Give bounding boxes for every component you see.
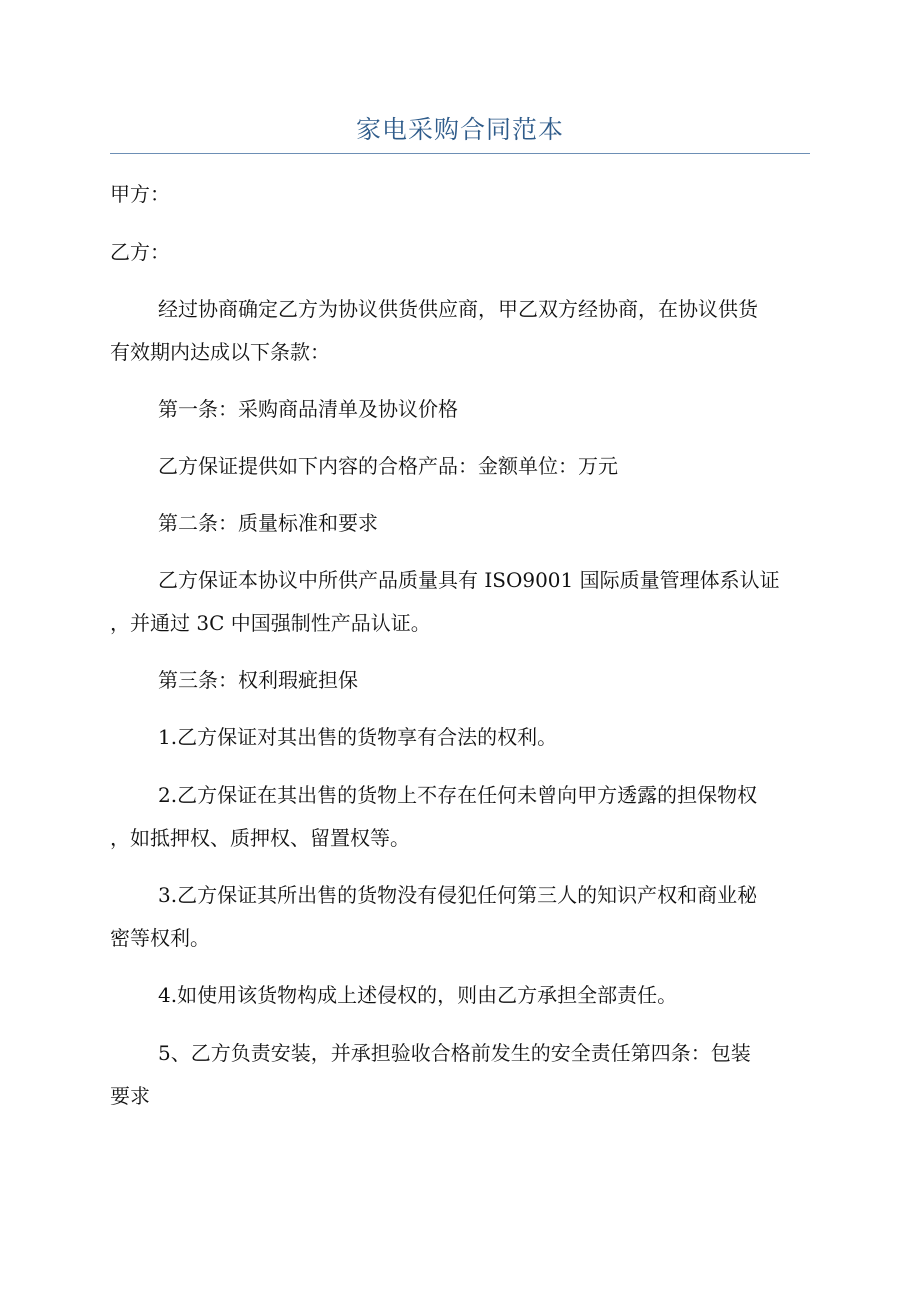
paragraph-line: ，并通过 3C 中国强制性产品认证。: [110, 611, 431, 635]
paragraph-line: 乙方保证本协议中所供产品质量具有 ISO9001 国际质量管理体系认证: [158, 568, 780, 592]
clause-heading: 第一条：采购商品清单及协议价格: [158, 397, 458, 421]
document-title: 家电采购合同范本: [355, 115, 564, 144]
list-item-continuation: 要求: [110, 1084, 150, 1108]
list-item: 2.乙方保证在其出售的货物上不存在任何未曾向甲方透露的担保物权: [158, 783, 758, 807]
list-item-continuation: 密等权利。: [110, 926, 210, 950]
clause-heading: 第二条：质量标准和要求: [158, 511, 378, 535]
clause-heading: 第三条：权利瑕疵担保: [158, 668, 358, 692]
party-b-label: 乙方：: [110, 240, 170, 264]
paragraph-line: 乙方保证提供如下内容的合格产品：金额单位：万元: [158, 454, 618, 478]
list-item: 3.乙方保证其所出售的货物没有侵犯任何第三人的知识产权和商业秘: [158, 883, 758, 907]
paragraph-line: 经过协商确定乙方为协议供货供应商，甲乙双方经协商，在协议供货: [158, 297, 758, 321]
paragraph-line: 有效期内达成以下条款：: [110, 340, 330, 364]
party-a-label: 甲方：: [110, 182, 170, 206]
list-item: 1.乙方保证对其出售的货物享有合法的权利。: [158, 725, 558, 749]
list-item-continuation: ，如抵押权、质押权、留置权等。: [110, 826, 410, 850]
list-item: 4.如使用该货物构成上述侵权的，则由乙方承担全部责任。: [158, 983, 678, 1007]
title-divider: [110, 153, 810, 154]
list-item: 5、乙方负责安装，并承担验收合格前发生的安全责任第四条：包装: [158, 1041, 751, 1065]
